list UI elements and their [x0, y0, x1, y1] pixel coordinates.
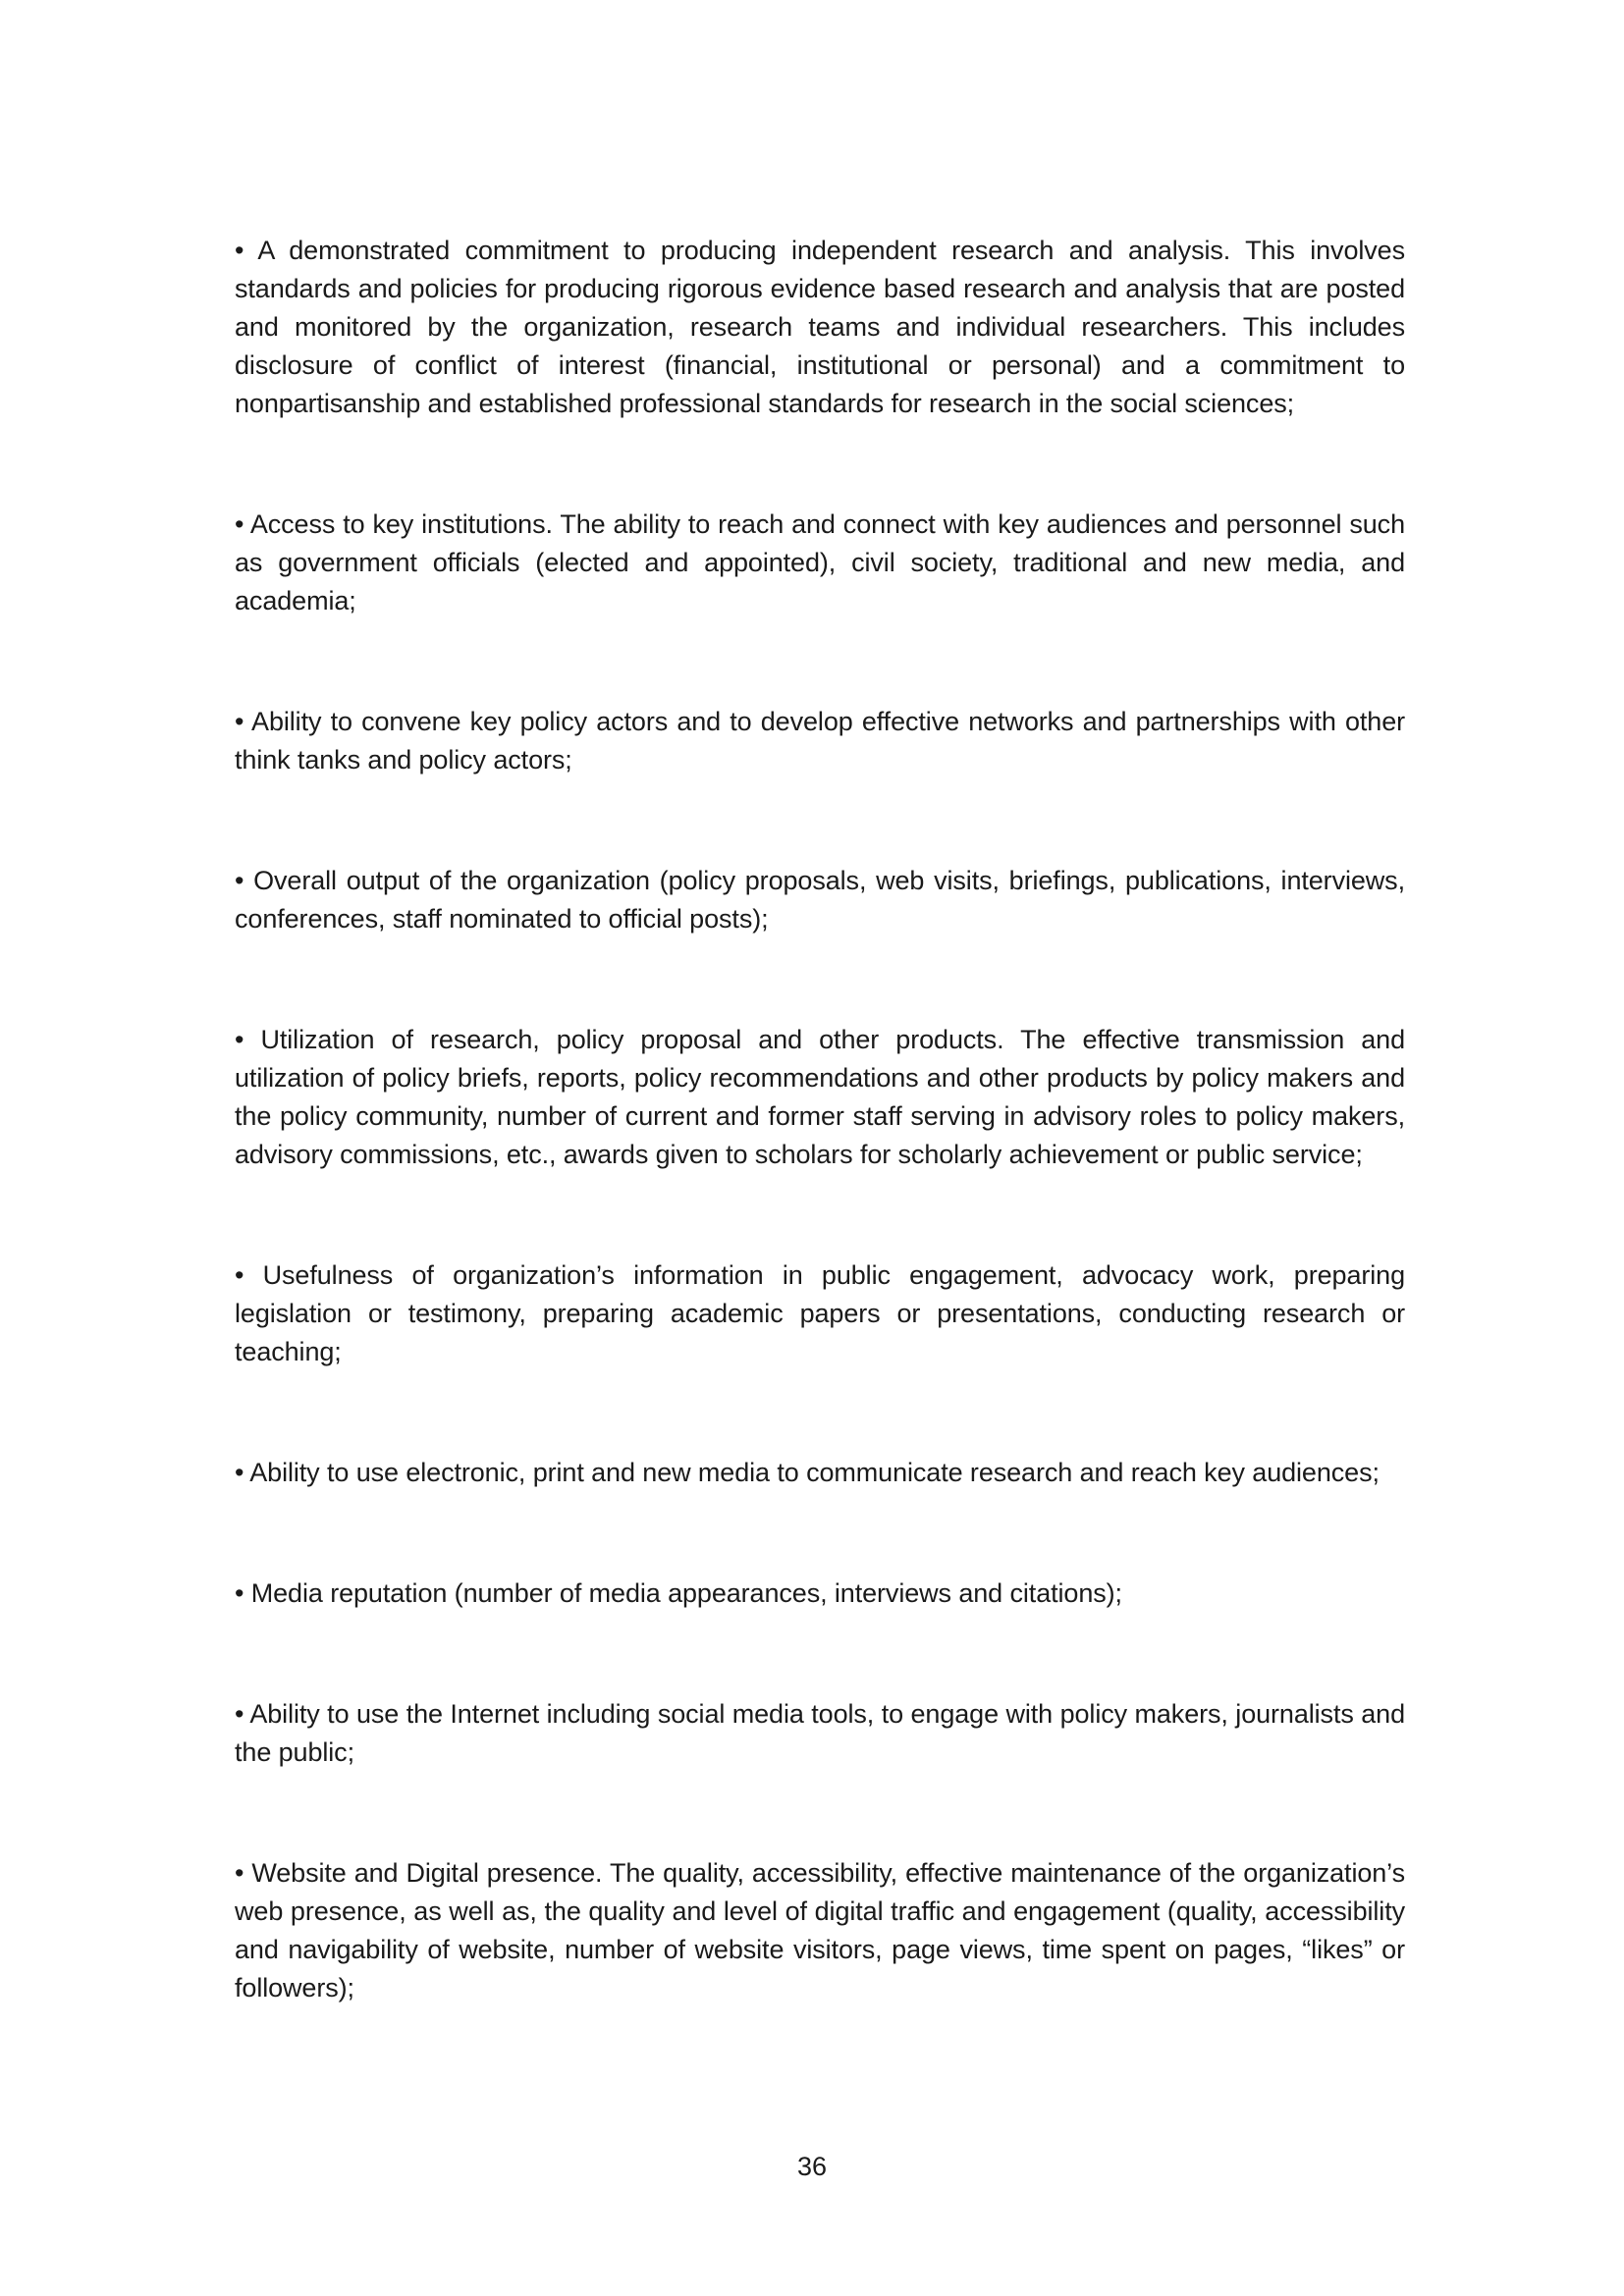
bullet-media-reputation: • Media reputation (number of media appearances, interviews and citations);: [235, 1578, 1122, 1608]
bullet-access-institutions: • Access to key institutions. The ability to reach and connect with key audiences and personnel such as government officials (elected and appointed), civil society, traditional and new media, and academia;: [235, 509, 1405, 615]
bullet-overall-output: • Overall output of the organization (policy proposals, web visits, briefings, publications, interviews, conferences, staff nominated to official posts);: [235, 866, 1405, 934]
bullet-utilization-research: • Utilization of research, policy proposal and other products. The effective transmission and utilization of policy briefs, reports, policy recommendations and other products by policy makers and the policy community, number of current and former staff serving in advisory roles to policy makers, advisory commissions, etc., awards given to scholars for scholarly achievement or public service;: [235, 1025, 1405, 1169]
bullet-internet-social-media: • Ability to use the Internet including social media tools, to engage with policy makers, journalists and the public;: [235, 1699, 1405, 1767]
page-number: 36: [796, 2152, 828, 2181]
bullet-convene-actors: • Ability to convene key policy actors and to develop effective networks and partnerships with other think tanks and policy actors;: [235, 707, 1405, 774]
bullet-website-digital-presence: • Website and Digital presence. The quality, accessibility, effective maintenance of the organization’s web presence, as well as, the quality and level of digital traffic and engagement (quality, accessibility and navigability of website, number of website visitors, page views, time spent on pages, “likes” or followers);: [235, 1858, 1405, 2002]
bullet-usefulness-information: • Usefulness of organization’s information in public engagement, advocacy work, preparing legislation or testimony, preparing academic papers or presentations, conducting research or teaching;: [235, 1260, 1405, 1366]
bullet-independent-research: • A demonstrated commitment to producing independent research and analysis. This involves standards and policies for producing rigorous evidence based research and analysis that are posted and monitored by the organization, research teams and individual researchers. This includes disclosure of conflict of interest (financial, institutional or personal) and a commitment to nonpartisanship and established professional standards for research in the social sciences;: [235, 236, 1405, 418]
bullet-list: [235, 232, 1405, 2007]
bullet-media-communication: • Ability to use electronic, print and new media to communicate research and reach key audiences;: [235, 1458, 1380, 1487]
